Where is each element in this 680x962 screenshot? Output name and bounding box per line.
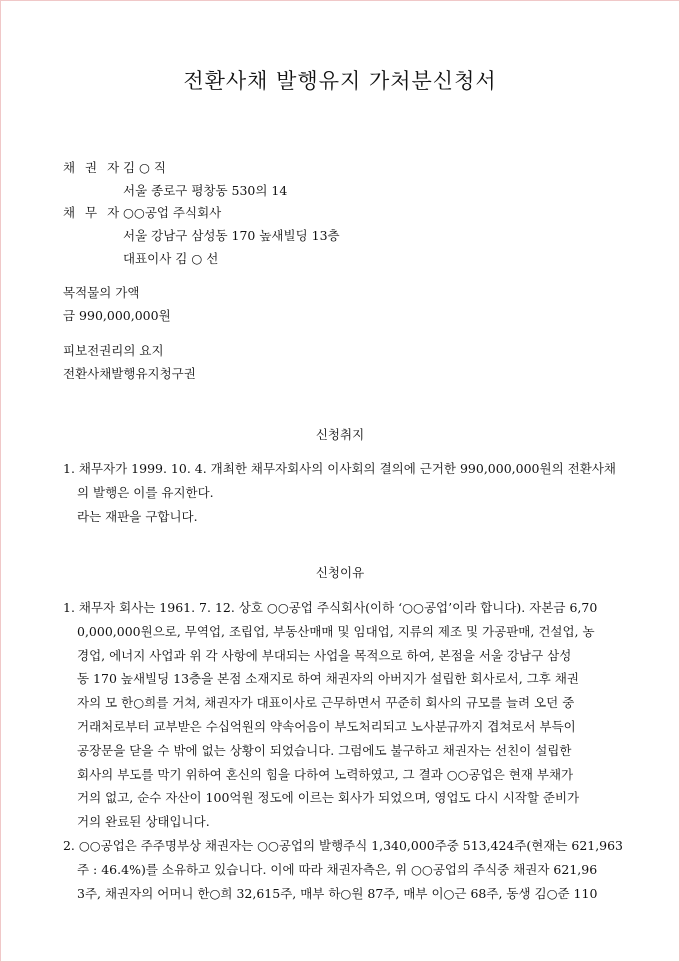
reasons-line: 공장문을 닫을 수 밖에 없는 상황이 되었습니다. 그럼에도 불구하고 채권자는 선친이 설립한 [77, 742, 572, 758]
reasons-line: 자의 모 한○희를 거쳐, 채권자가 대표이사로 근무하면서 꾸준히 회사의 규모를 늘려 오던 중 [77, 695, 575, 711]
right-heading: 피보전권리의 요지 [63, 343, 164, 358]
reasons-line: 거의 완료된 상태입니다. [77, 814, 210, 830]
purpose-paragraph [63, 457, 623, 528]
reasons-line: 1. 채무자 회사는 1961. 7. 12. 상호 ○○공업 주식회사(이하 ‘○○공업’이라 합니다). 자본금 6,70 [63, 600, 598, 615]
debtor-label: 채 무 자 [63, 205, 123, 220]
creditor-label: 채 권 자 [63, 160, 123, 175]
reasons-line: 회사의 부도를 막기 위하여 혼신의 힘을 다하여 노력하였고, 그 결과 ○○공업은 현재 부채가 [77, 766, 574, 782]
creditor-row [63, 158, 166, 176]
debtor-representative: 대표이사 김 ○ 선 [123, 251, 219, 266]
right-content: 전환사채발행유지청구권 [63, 366, 196, 381]
debtor-row [63, 203, 221, 221]
reasons-line: 거의 없고, 순수 자산이 100억원 정도에 이르는 회사가 되었으며, 영업도 다시 시작할 준비가 [77, 790, 580, 806]
reasons-line: 주 : 46.4%)를 소유하고 있습니다. 이에 따라 채권자측은, 위 ○○공업의 주식중 채권자 621,96 [77, 861, 598, 877]
reasons-line: 3주, 채권자의 어머니 한○희 32,615주, 매부 하○원 87주, 매부 이○근 68주, 동생 김○준 110 [77, 885, 598, 901]
debtor-address: 서울 강남구 삼성동 170 높새빌딩 13층 [123, 228, 340, 243]
reasons-line: 동 170 높새빌딩 13층을 본점 소재지로 하여 채권자의 아버지가 설립한 회사로서, 그후 채권 [77, 671, 579, 687]
purpose-line: 1. 채무자가 1999. 10. 4. 개최한 채무자회사의 이사회의 결의에 근거한 990,000,000원의 전환사채 [63, 461, 616, 476]
value-heading: 목적물의 가액 [63, 285, 140, 300]
purpose-heading: 신청취지 [315, 427, 365, 442]
reasons-line: 경업, 에너지 사업과 위 각 사항에 부대되는 사업을 목적으로 하여, 본점을 서울 강남구 삼성 [77, 647, 572, 663]
creditor-address: 서울 종로구 평창동 530의 14 [123, 183, 288, 198]
value-amount: 금 990,000,000원 [63, 308, 171, 323]
reasons-line: 거래처로부터 교부받은 수십억원의 약속어음이 부도처리되고 노사분규까지 겹쳐로서 부득이 [77, 718, 576, 734]
purpose-line: 라는 재판을 구합니다. [77, 508, 198, 524]
reasons-heading: 신청이유 [315, 565, 365, 580]
reasons-paragraph [63, 596, 623, 905]
debtor-name: ○○공업 주식회사 [123, 205, 222, 220]
document-title: 전환사채 발행유지 가처분신청서 [183, 69, 497, 93]
reasons-line: 2. ○○공업은 주주명부상 채권자는 ○○공업의 발행주식 1,340,000주중 513,424주(현재는 621,963 [63, 837, 623, 853]
purpose-line: 의 발행은 이를 유지한다. [77, 484, 214, 500]
creditor-name: 김 ○ 직 [123, 160, 167, 175]
reasons-line: 0,000,000원으로, 무역업, 조립업, 부동산매매 및 임대업, 지류의 제조 및 가공판매, 건설업, 농 [77, 623, 595, 639]
